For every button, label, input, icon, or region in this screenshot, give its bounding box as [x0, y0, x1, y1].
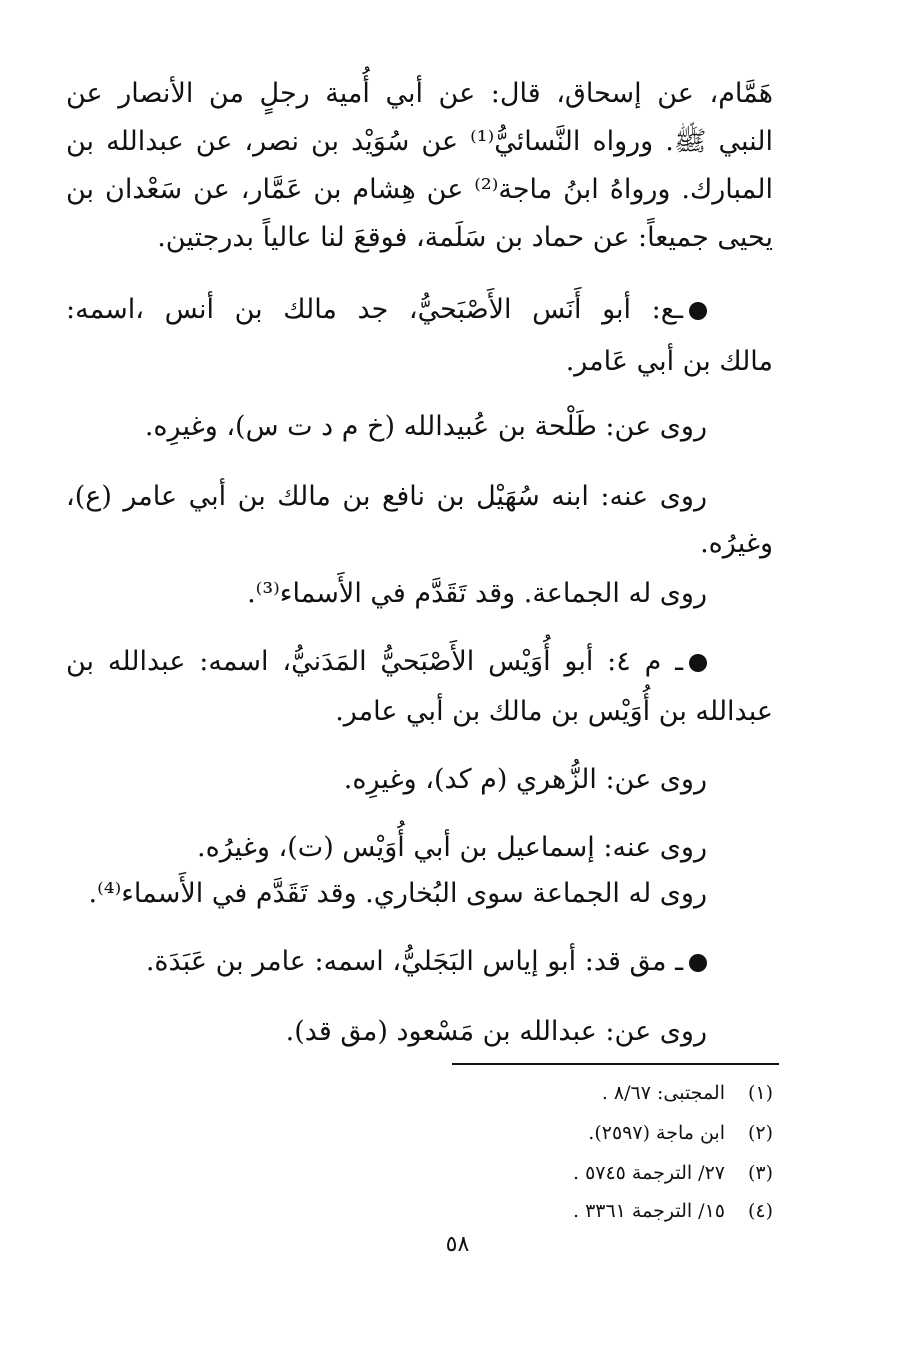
footnote-text: المجتبى: ٨/٦٧ . — [601, 1082, 725, 1104]
entry-heading-text: ـ مق قد: أبو إياس البَجَليُّ، اسمه: عامر بن عَبَدَة. — [145, 946, 683, 977]
text-line: روى عن: الزُّهري (م كد)، وغيرِه. — [343, 764, 707, 795]
footnote-text: ١٥/ الترجمة ٣٣٦١ . — [572, 1200, 725, 1222]
text-line: روى عنه: ابنه سُهَيْل بن نافع بن مالك بن أبي عامر (ع)، — [66, 481, 707, 512]
text-line: يحيى جميعاً: عن حماد بن سَلَمة، فوقعَ لنا عالياً بدرجتين. — [157, 222, 773, 253]
footnote — [602, 1078, 773, 1108]
entry-heading — [66, 640, 707, 684]
text-line: هَمَّام، عن إسحاق، قال: عن أبي أُمية رجلٍ من الأنصار عن — [66, 78, 773, 109]
text-line: عبدالله بن أُوَيْس بن مالك بن أبي عامر. — [335, 696, 773, 727]
entry-heading — [66, 288, 707, 332]
text-line: وغيرُه. — [700, 528, 773, 559]
entry-heading-text: ـ م ٤: أبو أُوَيْس الأَصْبَحيُّ المَدَنيُّ، اسمه: عبدالله بن — [66, 646, 683, 677]
footnote-text: ٢٧/ الترجمة ٥٧٤٥ . — [572, 1162, 725, 1184]
text-line: روى له الجماعة سوى البُخاري. وقد تَقَدَّم في الأَسماء⁽⁴⁾. — [88, 878, 707, 909]
footnote-number: (٤) — [747, 1200, 773, 1222]
footnote-text: ابن ماجة (٢٥٩٧). — [588, 1122, 725, 1144]
footnote-number: (٢) — [747, 1122, 773, 1144]
bullet-icon — [689, 654, 707, 672]
text-line: النبي ﷺ. ورواه النَّسائيُّ⁽¹⁾ عن سُوَيْد بن نصر، عن عبدالله بن — [66, 126, 774, 157]
entry-heading-text: ـع: أبو أَنَس الأَصْبَحيُّ، جد مالك بن أنس ،اسمه: — [66, 294, 683, 325]
page-number: ٥٨ — [445, 1232, 470, 1257]
text-line: المبارك. ورواهُ ابنُ ماجة⁽²⁾ عن هِشام بن عَمَّار، عن سَعْدان بن — [66, 174, 774, 205]
footnote — [573, 1196, 773, 1226]
text-line: روى عن: طَلْحة بن عُبيدالله (خ م د ت س)، وغيرِه. — [144, 411, 707, 442]
bullet-icon — [689, 954, 707, 972]
text-line: روى عنه: إسماعيل بن أبي أُوَيْس (ت)، وغيرُه. — [197, 832, 707, 863]
footnote — [573, 1158, 773, 1188]
text-line: روى عن: عبدالله بن مَسْعود (مق قد). — [285, 1016, 707, 1047]
bullet-icon — [689, 302, 707, 320]
text-line: مالك بن أبي عَامر. — [565, 346, 773, 377]
footnote — [588, 1118, 773, 1148]
footnote-number: (١) — [747, 1082, 773, 1104]
text-line: روى له الجماعة. وقد تَقَدَّم في الأَسماء⁽³⁾. — [247, 578, 707, 609]
entry-heading — [66, 940, 707, 984]
footnote-number: (٣) — [747, 1162, 773, 1184]
footnote-divider — [452, 1063, 779, 1065]
